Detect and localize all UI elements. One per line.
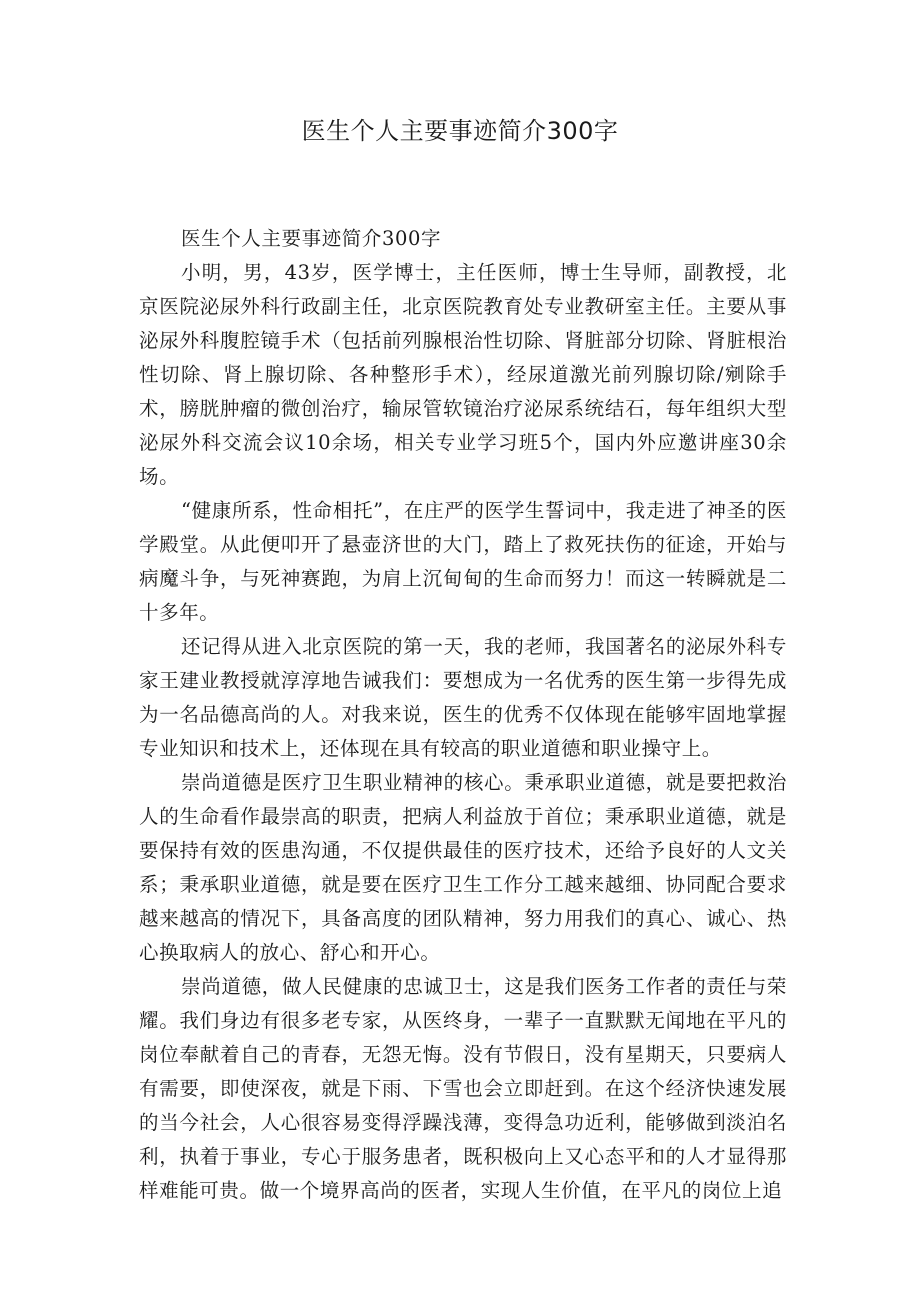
paragraph-subtitle: 医生个人主要事迹简介300字 bbox=[181, 227, 442, 250]
paragraph-honor: 崇尚道德，做人民健康的忠诚卫士，这是我们医务工作者的责任与荣耀。我们身边有很多老专家，从医终身，一辈子一直默默无闻地在平凡的岗位奉献着自己的青春，无怨无悔。没有节假日，没有星期天，只要病人有需要，即使深夜，就是下雨、下雪也会立即赶到。在这个经济快速发展的当今社会，人心很容易变得浮躁浅薄，变得急功近利，能够做到淡泊名利，执着于事业，专心于服务患者，既积极向上又心态平和的人才显得那样难能可贵。做一个境界高尚的医者，实现人生价值，在平凡的岗位上追 bbox=[139, 975, 787, 1202]
paragraph-ethics: 崇尚道德是医疗卫生职业精神的核心。秉承职业道德，就是要把救治人的生命看作最崇高的职责，把病人利益放于首位；秉承职业道德，就是要保持有效的医患沟通，不仅提供最佳的医疗技术，还给予良好的人文关系；秉承职业道德，就是要在医疗卫生工作分工越来越细、协同配合要求越来越高的情况下，具备高度的团队精神，努力用我们的真心、诚心、热心换取病人的放心、舒心和开心。 bbox=[139, 771, 787, 964]
document-title: 医生个人主要事迹简介300字 bbox=[301, 117, 619, 145]
paragraph-profile: 小明，男，43岁，医学博士，主任医师，博士生导师，副教授，北京医院泌尿外科行政副主任，北京医院教育处专业教研室主任。主要从事泌尿外科腹腔镜手术（包括前列腺根治性切除、肾脏部分切除、肾脏根治性切除、肾上腺切除、各种整形手术），经尿道激光前列腺切除/剜除手术，膀胱肿瘤的微创治疗，输尿管软镜治疗泌尿系统结石，每年组织大型泌尿外科交流会议10余场，相关专业学习班5个，国内外应邀讲座30余场。 bbox=[139, 261, 787, 488]
document-body bbox=[139, 222, 787, 1208]
paragraph-oath: “健康所系，性命相托”，在庄严的医学生誓词中，我走进了神圣的医学殿堂。从此便叩开了悬壶济世的大门，踏上了救死扶伤的征途，开始与病魔斗争，与死神赛跑，为肩上沉甸甸的生命而努力！而这一转瞬就是二十多年。 bbox=[139, 499, 787, 624]
paragraph-teacher: 还记得从进入北京医院的第一天，我的老师，我国著名的泌尿外科专家王建业教授就淳淳地告诫我们：要想成为一名优秀的医生第一步得先成为一名品德高尚的人。对我来说，医生的优秀不仅体现在能够牢固地掌握专业知识和技术上，还体现在具有较高的职业道德和职业操守上。 bbox=[139, 635, 787, 760]
